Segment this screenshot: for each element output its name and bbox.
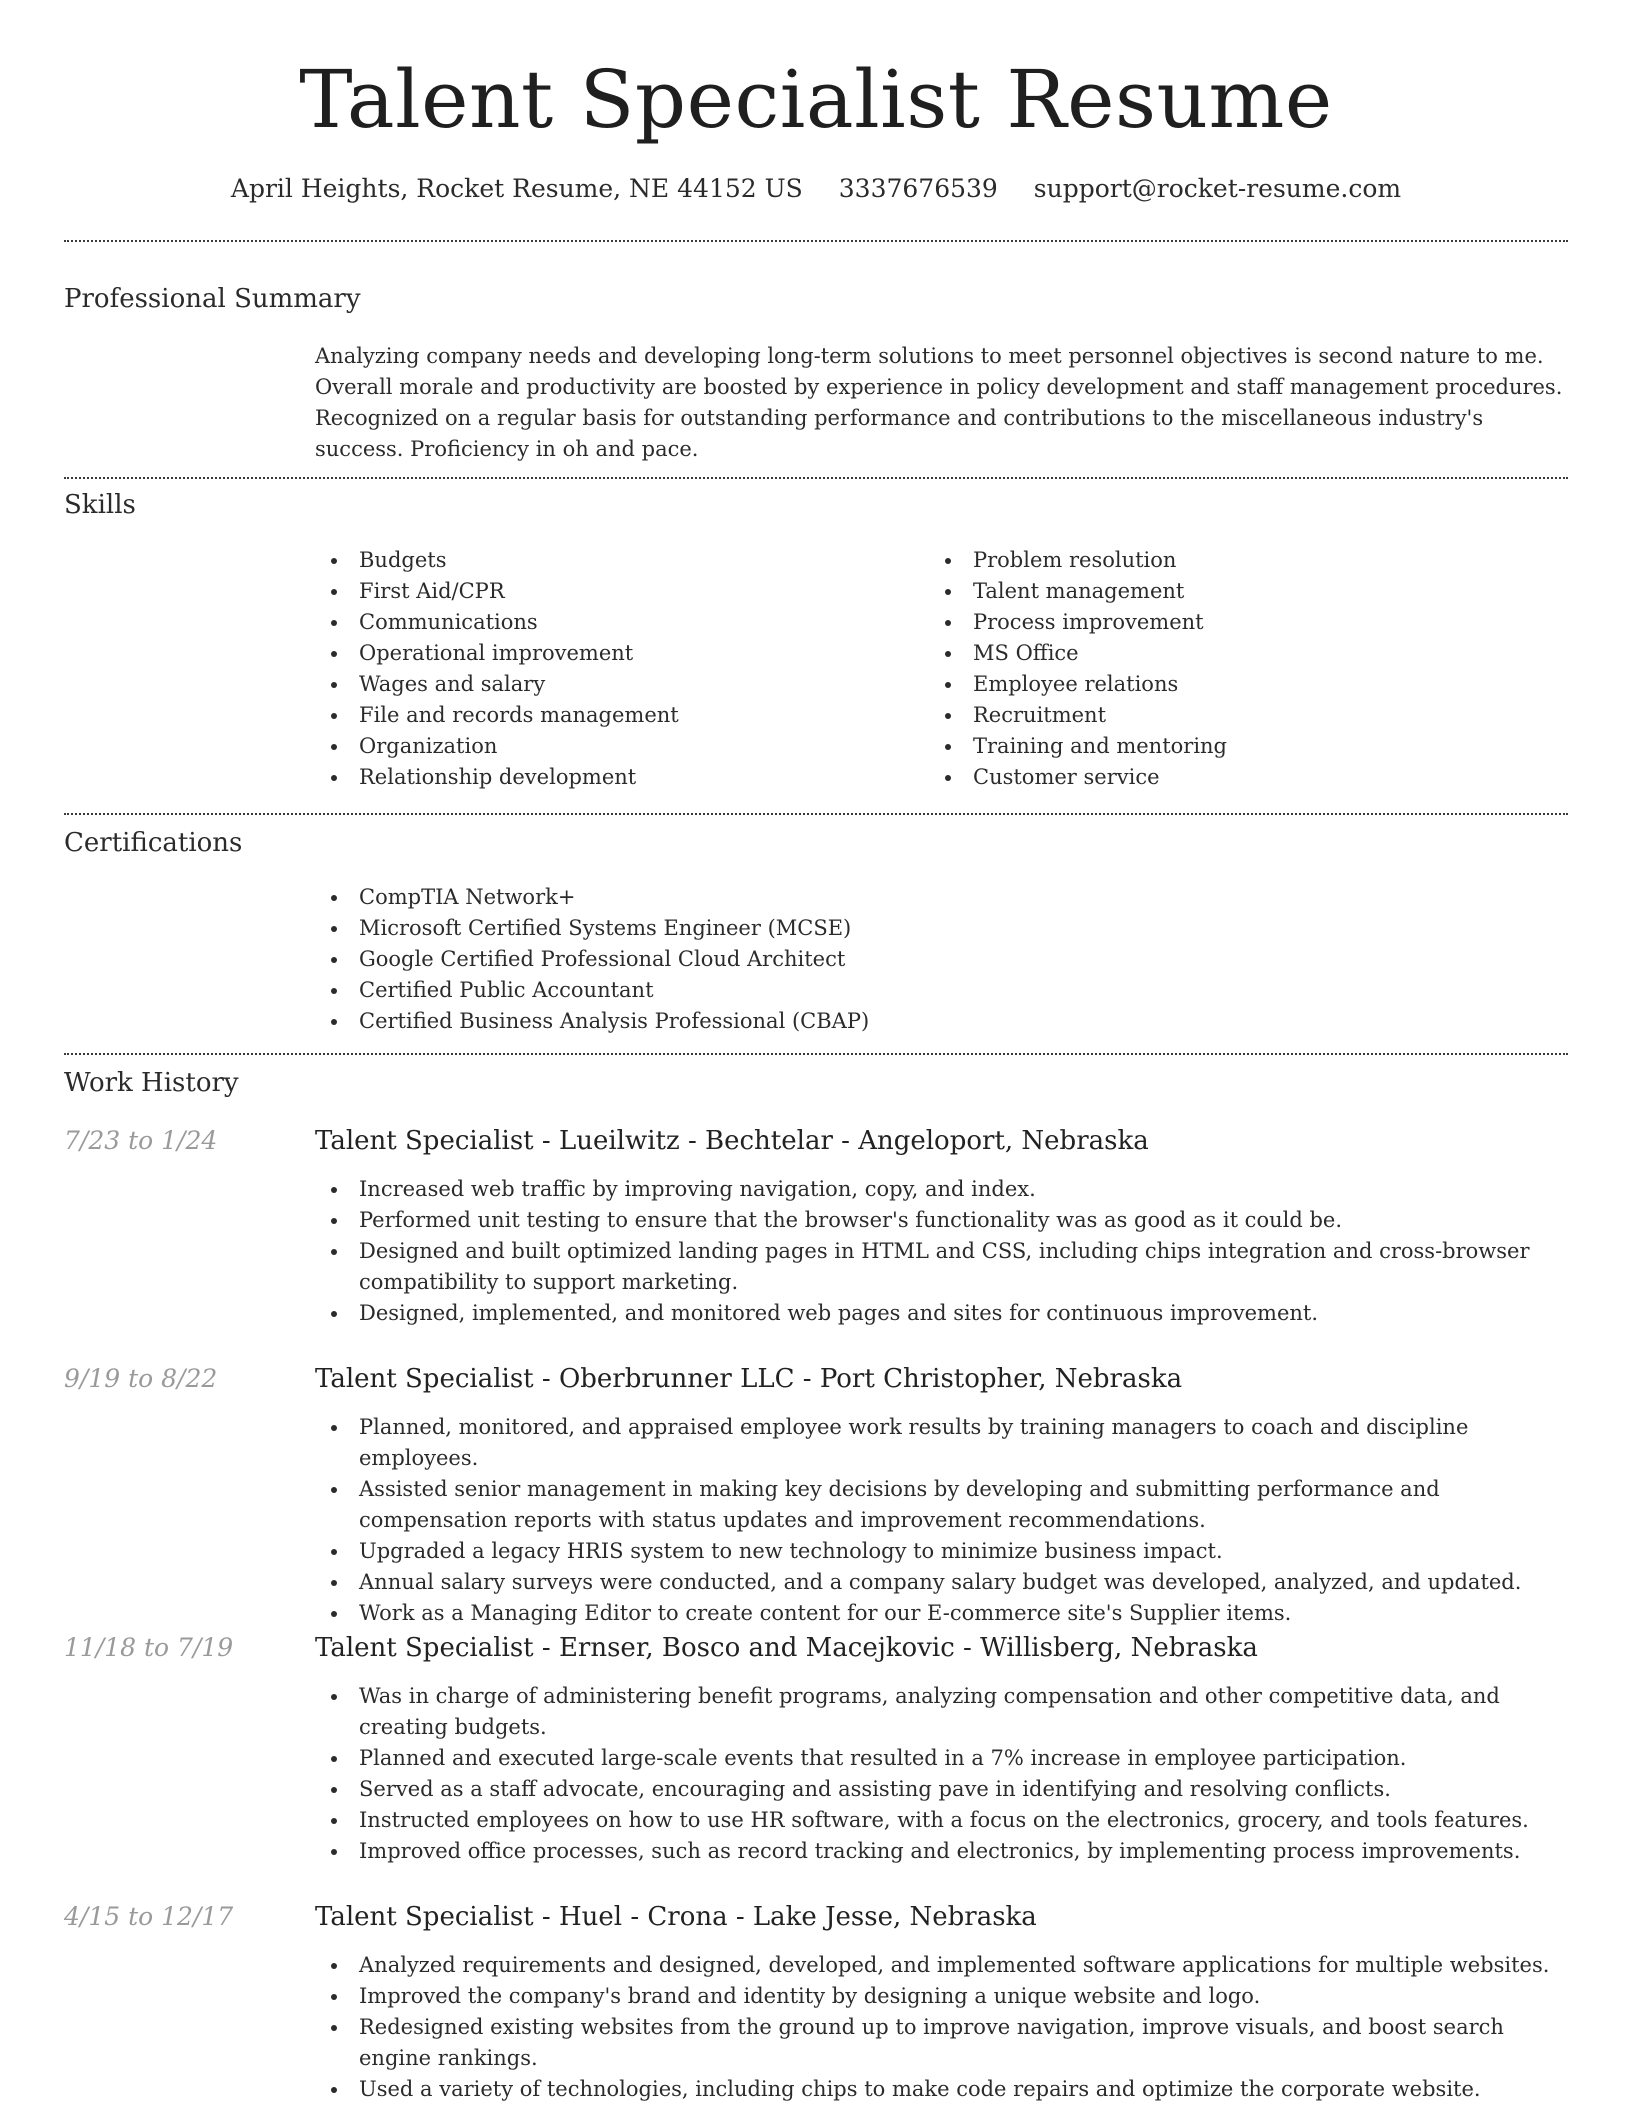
skill-item: Process improvement [929,607,1529,638]
job-title: Talent Specialist - Lueilwitz - Bechtelar - Angeloport, Nebraska [315,1126,1149,1156]
skill-item: First Aid/CPR [315,576,915,607]
job-dates: 9/19 to 8/22 [64,1364,218,1393]
job-dates: 4/15 to 12/17 [64,1902,234,1931]
job-bullet: Used a variety of technologies, including chips to make code repairs and optimize the corporate website. [315,2074,1568,2105]
skill-item: Employee relations [929,669,1529,700]
job-bullets [315,1681,1568,1867]
skill-item: Wages and salary [315,669,915,700]
skill-item: Training and mentoring [929,731,1529,762]
job-bullet: Work as a Managing Editor to create content for our E-commerce site's Supplier items. [315,1598,1568,1629]
skill-item: Recruitment [929,700,1529,731]
contact-email: support@rocket-resume.com [1033,174,1402,203]
job-dates: 7/23 to 1/24 [64,1126,218,1155]
job-bullet: Analyzed requirements and designed, developed, and implemented software applications for multiple websites. [315,1950,1568,1981]
divider [64,240,1568,242]
job-bullets [315,1412,1568,1629]
section-heading-summary: Professional Summary [64,284,361,314]
skill-item: Communications [315,607,915,638]
job-bullet: Improved the company's brand and identity by designing a unique website and logo. [315,1981,1568,2012]
job-bullet: Performed unit testing to ensure that the browser's functionality was as good as it could be. [315,1205,1568,1236]
skill-item: Talent management [929,576,1529,607]
job-bullet: Annual salary surveys were conducted, and a company salary budget was developed, analyzed, and updated. [315,1567,1568,1598]
job-bullet: Was in charge of administering benefit programs, analyzing compensation and other competitive data, and creating budgets. [315,1681,1568,1743]
certification-item: Microsoft Certified Systems Engineer (MCSE) [315,913,1568,944]
section-heading-certifications: Certifications [64,828,243,858]
job-bullet: Designed, implemented, and monitored web pages and sites for continuous improvement. [315,1298,1568,1329]
divider [64,1053,1568,1055]
divider [64,813,1568,815]
job-title: Talent Specialist - Ernser, Bosco and Macejkovic - Willisberg, Nebraska [315,1633,1258,1663]
skill-item: Budgets [315,545,915,576]
job-bullet: Upgraded a legacy HRIS system to new technology to minimize business impact. [315,1536,1568,1567]
job-bullet: Designed and built optimized landing pages in HTML and CSS, including chips integration and cross-browser compatibility to support marketing. [315,1236,1568,1298]
resume-title: Talent Specialist Resume [299,53,1333,146]
certification-item: Google Certified Professional Cloud Architect [315,944,1568,975]
section-heading-skills: Skills [64,490,136,520]
section-heading-work-history: Work History [64,1068,239,1098]
skills-list-left [315,545,915,793]
job-bullet: Improved office processes, such as record tracking and electronics, by implementing process improvements. [315,1836,1568,1867]
contact-address: April Heights, Rocket Resume, NE 44152 US [230,174,803,203]
job-bullets [315,1174,1568,1329]
skill-item: Organization [315,731,915,762]
job-title: Talent Specialist - Huel - Crona - Lake Jesse, Nebraska [315,1902,1037,1932]
skill-item: File and records management [315,700,915,731]
contact-phone: 3337676539 [838,174,998,203]
job-bullet: Redesigned existing websites from the ground up to improve navigation, improve visuals, and boost search engine rankings. [315,2012,1568,2074]
skill-item: Problem resolution [929,545,1529,576]
job-bullet: Assisted senior management in making key decisions by developing and submitting performance and compensation reports with status updates and improvement recommendations. [315,1474,1568,1536]
skill-item: Customer service [929,762,1529,793]
job-bullet: Served as a staff advocate, encouraging and assisting pave in identifying and resolving conflicts. [315,1774,1568,1805]
skills-list-right [929,545,1529,793]
summary-text: Analyzing company needs and developing long-term solutions to meet personnel objectives is second nature to me. Overall morale and productivity are boosted by experience in policy development and staff management procedures. Recognized on a regular basis for outstanding performance and contributions to the miscellaneous industry's success. Proficiency in oh and pace. [315,344,1563,461]
certification-item: CompTIA Network+ [315,882,1568,913]
contact-line [0,171,1632,207]
certification-item: Certified Public Accountant [315,975,1568,1006]
skill-item: Operational improvement [315,638,915,669]
divider [64,477,1568,479]
skill-item: MS Office [929,638,1529,669]
job-bullet: Planned, monitored, and appraised employee work results by training managers to coach and discipline employees. [315,1412,1568,1474]
certifications-list [315,882,1568,1037]
job-bullet: Instructed employees on how to use HR software, with a focus on the electronics, grocery, and tools features. [315,1805,1568,1836]
job-bullet: Planned and executed large-scale events that resulted in a 7% increase in employee participation. [315,1743,1568,1774]
job-title: Talent Specialist - Oberbrunner LLC - Port Christopher, Nebraska [315,1364,1183,1394]
certification-item: Certified Business Analysis Professional (CBAP) [315,1006,1568,1037]
job-dates: 11/18 to 7/19 [64,1633,234,1662]
skill-item: Relationship development [315,762,915,793]
job-bullets [315,1950,1568,2105]
job-bullet: Increased web traffic by improving navigation, copy, and index. [315,1174,1568,1205]
